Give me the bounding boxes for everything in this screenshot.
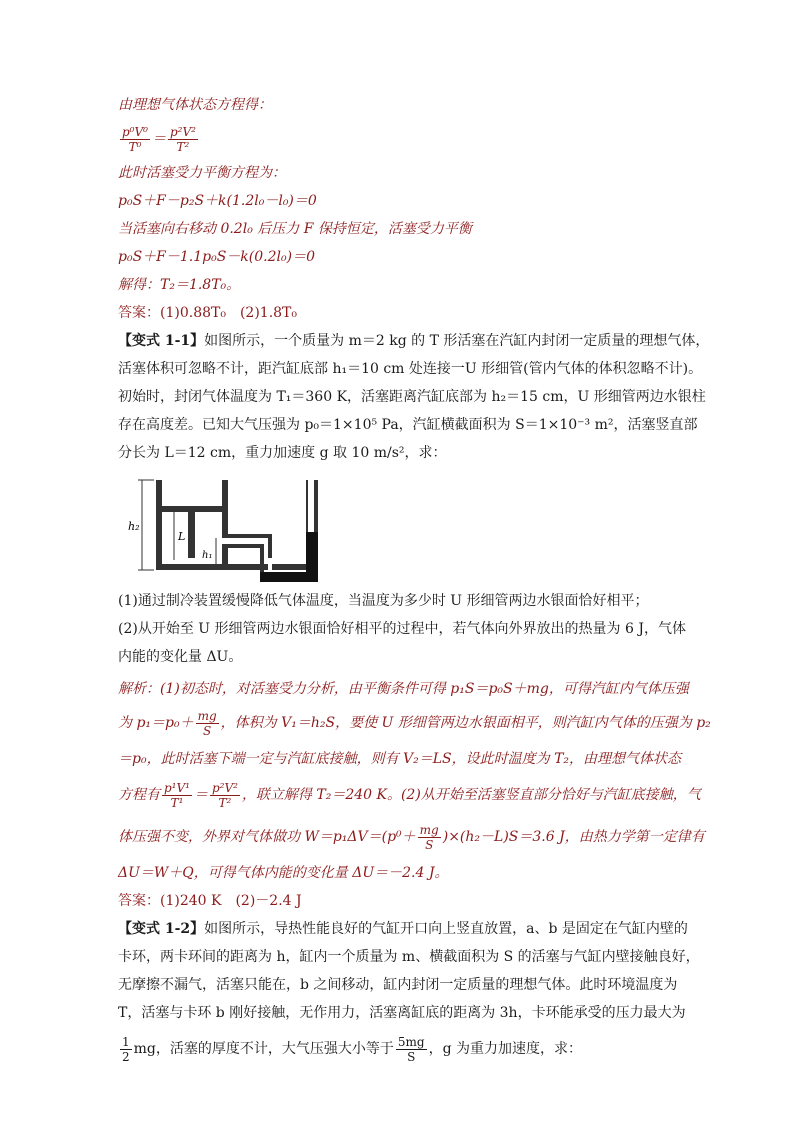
tube-bottom — [228, 544, 264, 548]
cylinder-right-wall-top — [222, 480, 228, 538]
fraction: $\frac{mg}{S}$ — [197, 708, 217, 738]
equation-line: p₀S＋F－p₂S＋k(1.2l₀－l₀)＝0 — [118, 193, 317, 209]
variant-tag: 【变式 1-1】 — [118, 333, 205, 349]
solution-line: 为 p₁＝p₀＋ $\frac{mg}{S}$ ，体积为 V₁＝h₂S，要使 U 形细管两边水银面相平，则汽缸内气体的压强为 p₂ — [118, 708, 711, 738]
problem-line: 无摩擦不漏气，活塞只能在，b 之间移动，缸内封闭一定质量的理想气体。此时环境温度为 — [118, 977, 678, 993]
label-L: L — [178, 530, 186, 543]
problem-line: 【变式 1-1】如图所示，一个质量为 m＝2 kg 的 T 形活塞在汽缸内封闭一定质量的理想气体， — [118, 333, 710, 349]
solution-line: 体压强不变，外界对气体做功 W＝p₁ΔV＝(p⁰＋ $\frac{mg}{S}$ )×(h₂－L)S＝3.6 J，由热力学第一定律有 — [118, 822, 705, 852]
answer-line: 答案：(1)0.88T₀ (2)1.8T₀ — [118, 305, 297, 321]
cylinder-left-wall — [156, 480, 162, 570]
u-tube-right-inner — [306, 480, 308, 532]
tube-top — [228, 534, 272, 538]
answer-line: 答案：(1)240 K (2)－2.4 J — [118, 893, 302, 909]
question-line: 内能的变化量 ΔU。 — [118, 649, 243, 665]
equation-line: p₀S＋F－1.1p₀S－k(0.2l₀)＝0 — [118, 249, 315, 265]
piston-head — [162, 506, 222, 512]
question-line: (2)从开始至 U 形细管两边水银面恰好相平的过程中，若气体向外界放出的热量为 6 J，气体 — [118, 621, 686, 637]
solution-line: ＝p₀，此时活塞下端一定与汽缸底接触，则有 V₂＝LS，设此时温度为 T₂，由理想气体状态 — [118, 751, 682, 767]
problem-line: 活塞体积可忽略不计，距汽缸底部 h₁＝10 cm 处连接一U 形细管(管内气体的体积忽略不计)。 — [118, 361, 703, 377]
piston-rod — [188, 512, 195, 558]
problem-line: T，活塞与卡环 b 刚好接触，无作用力，活塞离缸底的距离为 3h，卡环能承受的压力最大为 — [118, 1005, 686, 1021]
problem-line: 初始时，封闭气体温度为 T₁＝360 K，活塞距离汽缸底部为 h₂＝15 cm，U 形细管两边水银柱 — [118, 389, 706, 405]
problem-line: 【变式 1-2】如图所示，导热性能良好的气缸开口向上竖直放置，a、b 是固定在气缸内壁的 — [118, 921, 688, 937]
mercury-right — [306, 532, 318, 582]
variant-tag: 【变式 1-2】 — [118, 921, 205, 937]
solution-line: 解析：(1)初态时，对活塞受力分析，由平衡条件可得 p₁S＝p₀S＋mg，可得汽缸内气体压强 — [118, 681, 689, 697]
label-h2: h₂ — [128, 520, 140, 533]
fraction: $\frac{1}{2}$ — [122, 1034, 130, 1064]
problem-line: 分长为 L＝12 cm，重力加速度 g 取 10 m/s²，求： — [118, 445, 447, 461]
cylinder-bottom — [156, 564, 316, 570]
document-page — [118, 92, 711, 1064]
problem-line: 存在高度差。已知大气压强为 p₀＝1×10⁵ Pa，汽缸横截面积为 S＝1×10⁻³ m²，活塞竖直部 — [118, 417, 698, 433]
text-line: 此时活塞受力平衡方程为： — [118, 165, 286, 181]
fraction: $\frac{\text{p²V²}}{\text{T²}}$ — [169, 124, 196, 154]
tube-vertical-outer — [268, 534, 272, 558]
text-line: 当活塞向右移动 0.2l₀ 后压力 F 保持恒定，活塞受力平衡 — [118, 221, 472, 237]
fraction: $\frac{5mg}{S}$ — [397, 1034, 425, 1064]
problem-line: $\frac{1}{2}$ mg，活塞的厚度不计，大气压强大小等于 $\frac{5mg}{S}$ ，g 为重力加速度，求： — [122, 1034, 583, 1064]
cylinder-figure — [118, 472, 678, 582]
question-line: (1)通过制冷装置缓慢降低气体温度，当温度为多少时 U 形细管两边水银面恰好相平； — [118, 593, 649, 609]
fraction: $\frac{\text{p¹V¹}}{\text{T¹}}$ — [164, 780, 190, 810]
text-line: 解得：T₂＝1.8T₀。 — [118, 277, 241, 293]
text-line: 由理想气体状态方程得： — [118, 97, 272, 113]
label-h1: h₁ — [202, 550, 213, 561]
equation-line: $\frac{\text{p⁰V⁰}}{\text{T⁰}}$ ＝ $\frac{\text{p²V²}}{\text{T²}}$ — [122, 124, 196, 154]
cylinder-right-wall-bottom — [222, 544, 228, 570]
fraction: $\frac{\text{p⁰V⁰}}{\text{T⁰}}$ — [122, 124, 148, 154]
solution-line: 方程有 $\frac{\text{p¹V¹}}{\text{T¹}}$ ＝ $\frac{\text{p²V²}}{\text{T²}}$ ，联立解得 T₂＝240 K。(2)从开始至活塞竖直部分恰好与汽缸底接触，气 — [118, 780, 701, 810]
problem-line: 卡环，两卡环间的距离为 h，缸内一个质量为 m、横截面积为 S 的活塞与气缸内壁接触良好， — [118, 949, 700, 965]
fraction: $\frac{\text{p²V²}}{\text{T²}}$ — [211, 780, 238, 810]
cylinder-diagram — [118, 472, 678, 582]
solution-line: ΔU＝W＋Q，可得气体内能的变化量 ΔU＝－2.4 J。 — [118, 865, 449, 881]
fraction: $\frac{mg}{S}$ — [419, 822, 439, 852]
